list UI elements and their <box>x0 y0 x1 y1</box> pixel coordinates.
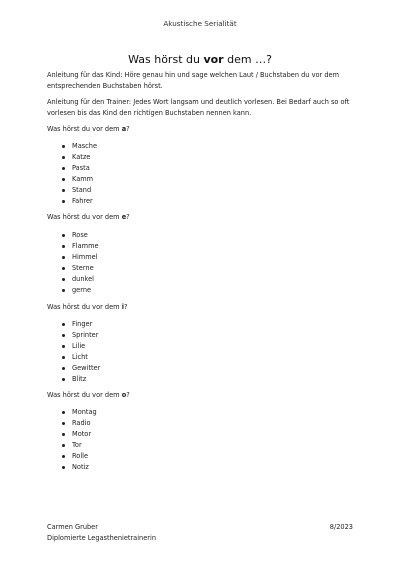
question-e <box>47 212 130 223</box>
word-list-o <box>62 407 97 473</box>
list-item: dunkel <box>62 274 99 285</box>
list-item: Sterne <box>62 263 99 274</box>
list-item: Himmel <box>62 252 99 263</box>
question-letter: a <box>121 125 127 133</box>
question-suffix: ? <box>126 125 130 133</box>
list-item: Gewitter <box>62 363 100 374</box>
list-item: Masche <box>62 141 97 152</box>
page-header: Akustische Serialität <box>163 19 237 28</box>
question-text: Was hörst du vor dem <box>47 391 122 399</box>
list-item: Flamme <box>62 241 99 252</box>
question-text: Was hörst du vor dem <box>47 125 122 133</box>
question-letter: i <box>121 303 124 311</box>
list-item: Stand <box>62 185 97 196</box>
list-item: Radio <box>62 418 97 429</box>
word-list-i <box>62 319 100 385</box>
question-text: Was hörst du vor dem <box>47 213 122 221</box>
list-item: Montag <box>62 407 97 418</box>
question-suffix: ? <box>126 391 130 399</box>
footer-author <box>47 522 156 544</box>
word-list-a <box>62 141 97 207</box>
trainer-instructions: Anleitung für den Trainer: Jedes Wort langsam und deutlich vorlesen. Bei Bedarf auch so oft vorlesen bis das Kind den richtigen Buchstaben nennen kann. <box>47 98 350 117</box>
list-item: Rose <box>62 230 99 241</box>
question-letter: o <box>121 391 127 399</box>
list-item: Rolle <box>62 451 97 462</box>
author-role: Diplomierte Legasthenietrainerin <box>47 534 157 542</box>
title-bold: vor <box>203 53 224 66</box>
question-text: Was hörst du vor dem <box>47 303 122 311</box>
question-a <box>47 124 130 135</box>
question-letter: e <box>121 213 127 221</box>
list-item: gerne <box>62 285 99 296</box>
list-item: Pasta <box>62 163 97 174</box>
list-item: Sprinter <box>62 330 100 341</box>
author-name: Carmen Gruber <box>47 523 98 531</box>
question-o <box>47 390 130 401</box>
question-suffix: ? <box>123 303 128 311</box>
title-prefix: Was hörst du <box>128 53 204 66</box>
list-item: Katze <box>62 152 97 163</box>
list-item: Motor <box>62 429 97 440</box>
page-title <box>0 53 400 66</box>
question-i <box>47 302 127 313</box>
list-item: Notiz <box>62 462 97 473</box>
list-item: Licht <box>62 352 100 363</box>
question-suffix: ? <box>126 213 130 221</box>
list-item: Fahrer <box>62 196 97 207</box>
list-item: Blitz <box>62 374 100 385</box>
footer-date: 8/2023 <box>329 523 353 531</box>
word-list-e <box>62 230 99 296</box>
list-item: Kamm <box>62 174 97 185</box>
list-item: Lilie <box>62 341 100 352</box>
list-item: Finger <box>62 319 100 330</box>
child-instructions: Anleitung für das Kind: Höre genau hin und sage welchen Laut / Buchstaben du vor dem entsprechenden Buchstaben hörst. <box>47 71 339 90</box>
title-suffix: dem …? <box>223 53 272 66</box>
list-item: Tor <box>62 440 97 451</box>
